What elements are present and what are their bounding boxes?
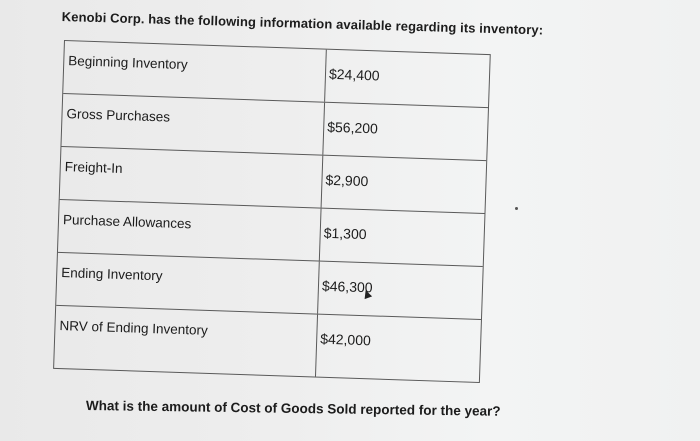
row-value-ending-inventory: $46,300 [321, 277, 373, 296]
intro-text: Kenobi Corp. has the following information available regarding its inventory: [61, 9, 544, 38]
table-row [54, 306, 481, 382]
row-value-purchase-allowances: $1,300 [323, 224, 367, 243]
row-value-nrv-ending-inventory: $42,000 [319, 330, 372, 349]
row-value-gross-purchases: $56,200 [327, 118, 379, 137]
question-text: What is the amount of Cost of Goods Sold reported for the year? [85, 398, 501, 419]
row-label-purchase-allowances: Purchase Allowances [58, 200, 322, 261]
row-value-beginning-inventory: $24,400 [328, 65, 380, 84]
row-value-freight-in: $2,900 [325, 171, 369, 190]
row-label-freight-in: Freight-In [60, 147, 324, 208]
inventory-table [53, 40, 491, 383]
row-label-nrv-ending-inventory: NRV of Ending Inventory [54, 306, 318, 377]
row-label-beginning-inventory: Beginning Inventory [63, 41, 327, 102]
row-label-gross-purchases: Gross Purchases [61, 94, 325, 155]
row-label-ending-inventory: Ending Inventory [56, 253, 320, 314]
speck-mark [515, 207, 518, 210]
